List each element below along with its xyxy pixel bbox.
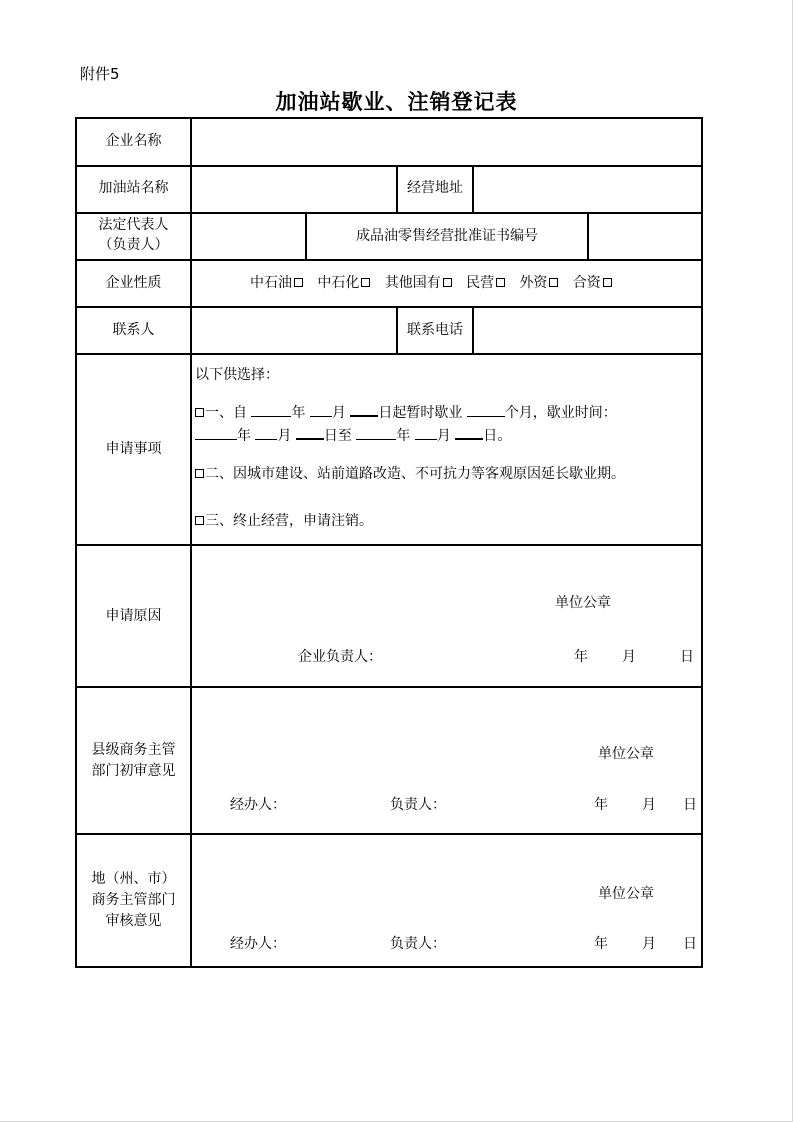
blank-year-to[interactable] xyxy=(356,425,396,440)
option-private[interactable]: 民营 xyxy=(466,275,506,291)
blank-year[interactable] xyxy=(251,402,291,417)
blank-months[interactable] xyxy=(467,402,505,417)
city-responsible: 负责人： xyxy=(390,936,446,952)
contact-person-field[interactable] xyxy=(192,307,395,353)
blank-month-from[interactable] xyxy=(255,425,277,440)
label-license-number: 成品油零售经营批准证书编号 xyxy=(356,228,538,244)
label-city-opinion-2: 商务主管部门 xyxy=(91,892,176,908)
county-unit-seal: 单位公章 xyxy=(598,746,654,762)
city-handler: 经办人： xyxy=(230,936,286,952)
label-legal-rep: 法定代表人 xyxy=(98,217,169,233)
station-name-field[interactable] xyxy=(192,166,395,212)
blank-day[interactable] xyxy=(350,401,378,417)
matter-option-1-period: 年 月 日至 年 月 日。 xyxy=(195,424,511,446)
table-border-right xyxy=(701,117,703,968)
option-foreign[interactable]: 外资 xyxy=(519,275,559,291)
label-enterprise-type: 企业性质 xyxy=(105,275,162,291)
checkbox[interactable] xyxy=(195,516,204,525)
reason-unit-seal: 单位公章 xyxy=(555,595,611,611)
checkbox[interactable] xyxy=(496,278,505,287)
checkbox[interactable] xyxy=(195,408,204,417)
label-station-name: 加油站名称 xyxy=(98,180,169,196)
label-contact-person: 联系人 xyxy=(112,322,155,338)
checkbox[interactable] xyxy=(443,278,452,287)
row-divider xyxy=(75,544,703,546)
row-divider xyxy=(75,686,703,688)
label-business-address: 经营地址 xyxy=(407,180,463,196)
reason-year: 年 xyxy=(574,649,588,665)
license-number-field[interactable] xyxy=(589,213,700,259)
row-divider xyxy=(75,259,703,261)
business-address-field[interactable] xyxy=(474,166,700,212)
blank-day-to[interactable] xyxy=(455,424,483,440)
checkbox[interactable] xyxy=(294,278,303,287)
county-day: 日 xyxy=(683,797,697,813)
label-application-matters: 申请事项 xyxy=(105,441,162,457)
option-cnpc[interactable]: 中石油 xyxy=(250,275,304,291)
label-county-opinion: 县级商务主管 xyxy=(91,742,176,758)
checkbox[interactable] xyxy=(195,469,204,478)
label-enterprise-name: 企业名称 xyxy=(105,133,162,149)
checkbox[interactable] xyxy=(361,278,370,287)
county-month: 月 xyxy=(642,797,656,813)
option-other-state[interactable]: 其他国有 xyxy=(385,275,453,291)
blank-month-to[interactable] xyxy=(415,425,437,440)
contact-phone-field[interactable] xyxy=(474,307,700,353)
form-title: 加油站歇业、注销登记表 xyxy=(275,89,518,114)
checkbox[interactable] xyxy=(603,278,612,287)
reason-month: 月 xyxy=(622,649,636,665)
city-month: 月 xyxy=(642,936,656,952)
city-day: 日 xyxy=(683,936,697,952)
label-city-opinion-3: 审核意见 xyxy=(105,913,162,929)
city-year: 年 xyxy=(594,936,608,952)
enterprise-type-options xyxy=(250,273,613,293)
option-joint[interactable]: 合资 xyxy=(573,275,613,291)
county-handler: 经办人： xyxy=(230,797,286,813)
table-border-bottom xyxy=(75,966,703,968)
matter-option-1[interactable]: 一、自 年 月 日起暂时歇业 个月，歇业时间： xyxy=(193,401,617,423)
label-county-opinion-2: 部门初审意见 xyxy=(91,763,176,779)
matter-option-2[interactable]: 二、因城市建设、站前道路改造、不可抗力等客观原因延长歇业期。 xyxy=(193,464,625,484)
checkbox[interactable] xyxy=(549,278,558,287)
option-sinopec[interactable]: 中石化 xyxy=(317,275,371,291)
blank-day-from[interactable] xyxy=(296,424,324,440)
blank-month[interactable] xyxy=(310,402,332,417)
label-application-reason: 申请原因 xyxy=(105,608,162,624)
label-city-opinion: 地（州、市） xyxy=(91,871,176,887)
enterprise-name-field[interactable] xyxy=(192,118,700,164)
label-legal-rep-note: （负责人） xyxy=(98,237,169,253)
reason-day: 日 xyxy=(680,649,694,665)
legal-rep-field[interactable] xyxy=(192,213,304,259)
city-unit-seal: 单位公章 xyxy=(598,886,654,902)
matters-intro: 以下供选择： xyxy=(195,367,279,383)
row-divider xyxy=(75,353,703,355)
label-contact-phone: 联系电话 xyxy=(407,322,463,338)
attachment-label: 附件5 xyxy=(80,65,120,83)
matter-option-3[interactable]: 三、终止经营，申请注销。 xyxy=(193,511,373,531)
reason-enterprise-head: 企业负责人： xyxy=(298,649,382,665)
county-responsible: 负责人： xyxy=(390,797,446,813)
county-year: 年 xyxy=(594,797,608,813)
row-divider xyxy=(75,833,703,835)
blank-year-from[interactable] xyxy=(195,425,237,440)
